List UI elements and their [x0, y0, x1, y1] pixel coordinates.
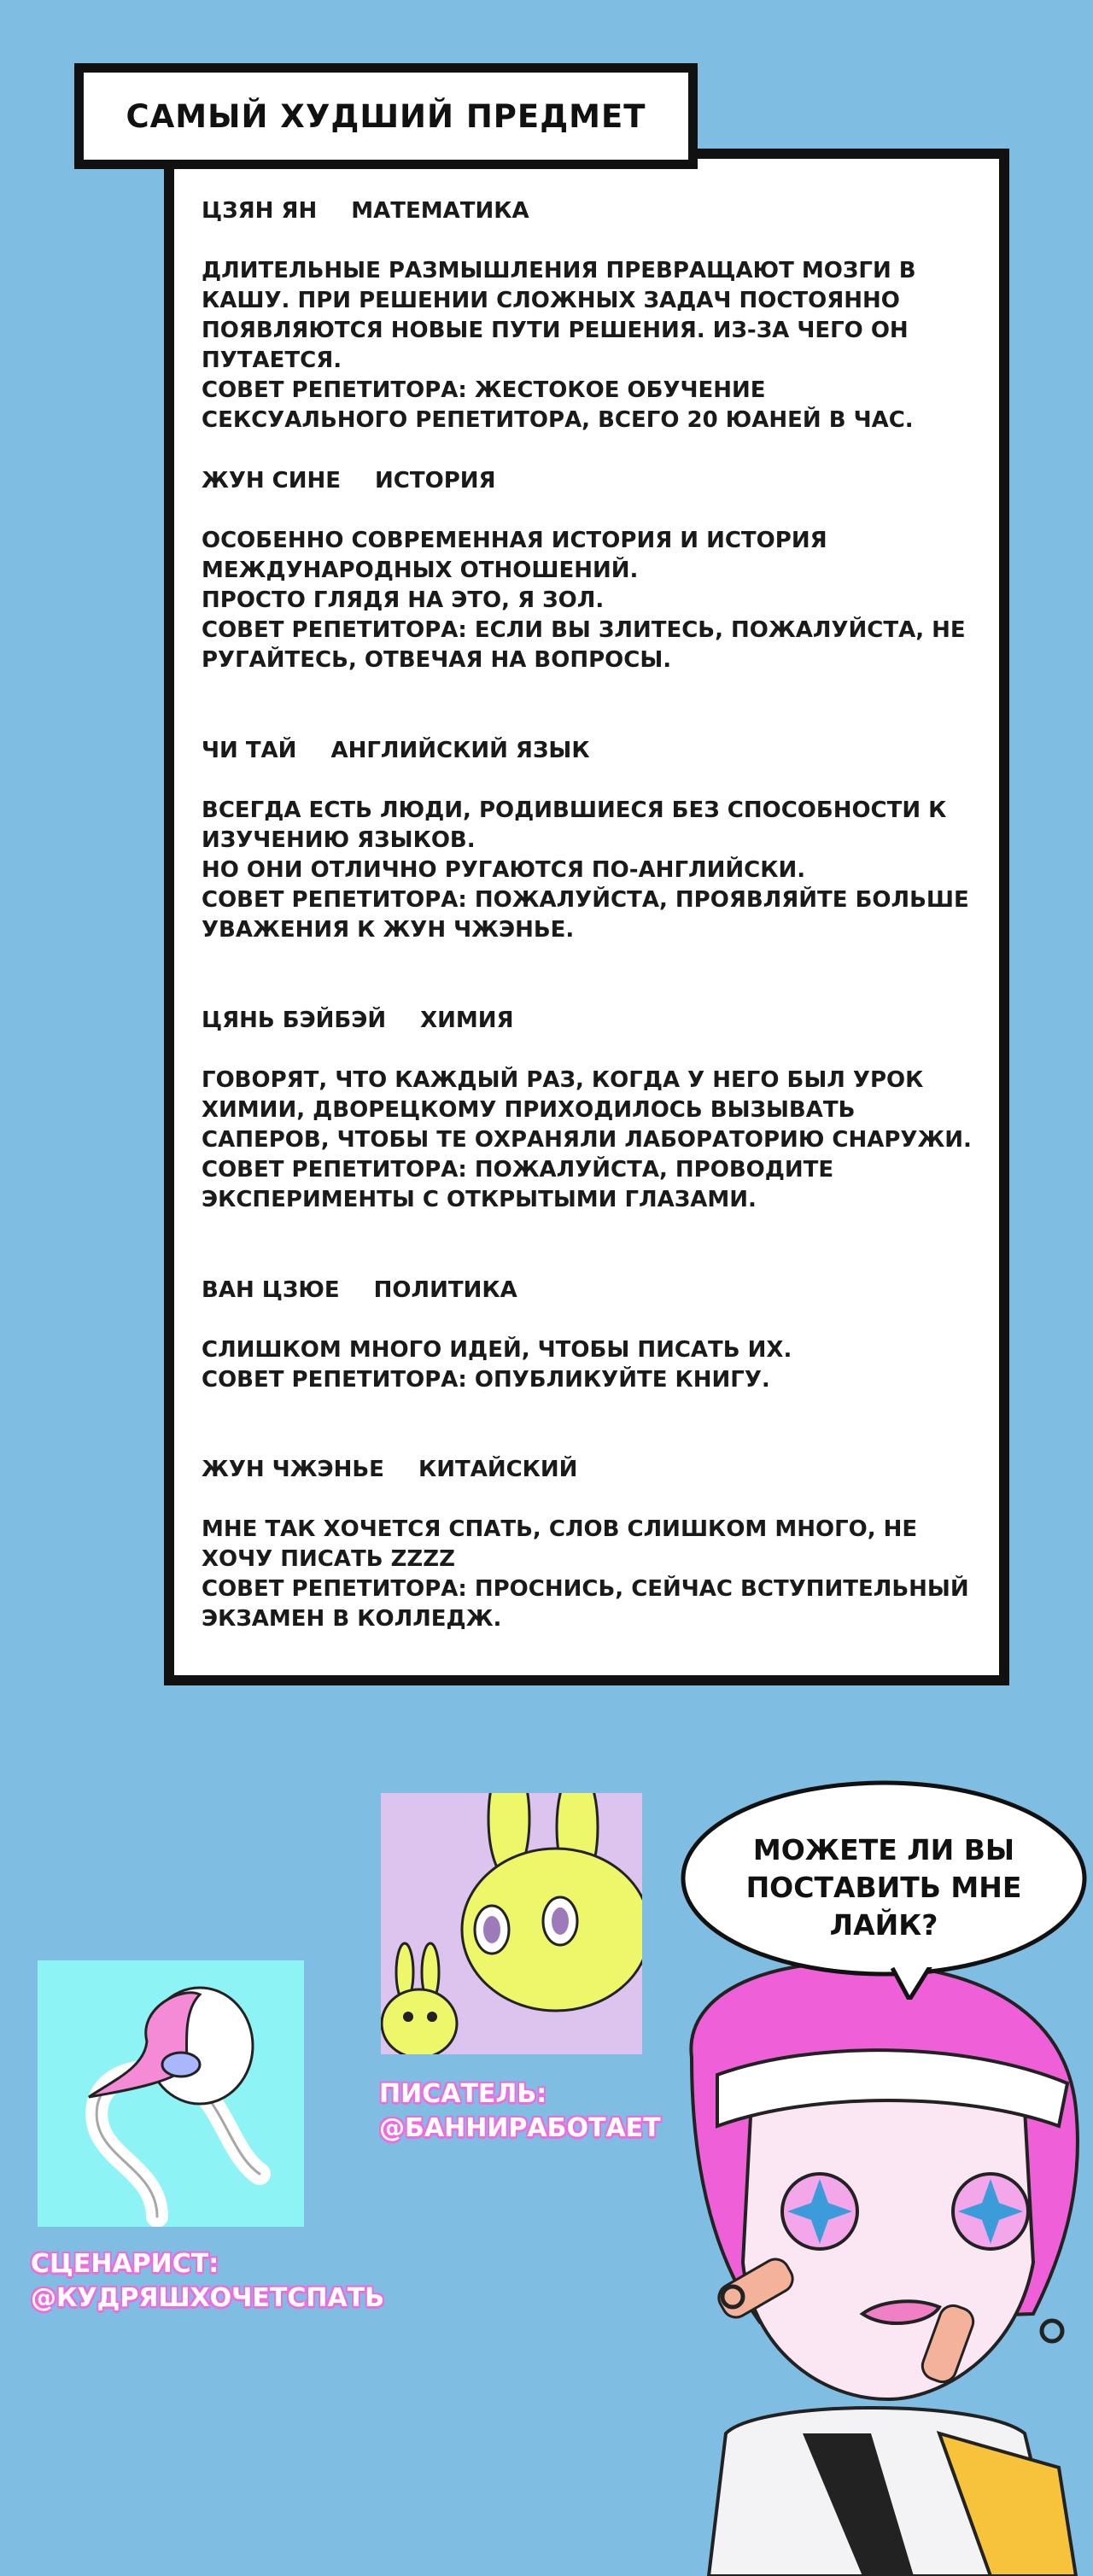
bubble-line: МОЖЕТЕ ЛИ ВЫ	[752, 1833, 1015, 1866]
screenwriter-credit	[31, 2247, 384, 2316]
page-title: САМЫЙ ХУДШИЙ ПРЕДМЕТ	[126, 97, 646, 135]
subject-entry	[202, 1276, 979, 1455]
snake-avatar-icon	[38, 1960, 304, 2227]
subject-entry	[202, 736, 979, 1006]
bubble-line: ПОСТАВИТЬ МНЕ ЛАЙК?	[745, 1871, 1022, 1942]
title-box	[74, 63, 698, 169]
subjects-list	[202, 196, 979, 1725]
entry-text: НО ОНИ ОТЛИЧНО РУГАЮТСЯ ПО-АНГЛИЙСКИ.	[202, 857, 806, 883]
student-name: ЧИ ТАЙ	[202, 738, 297, 763]
entry-text: ГОВОРЯТ, ЧТО КАЖДЫЙ РАЗ, КОГДА У НЕГО БЫЛ УРОК ХИМИИ, ДВОРЕЦКОМУ ПРИХОДИЛОСЬ ВЫЗЫВАТЬ САПЕРОВ, ЧТОБЫ ТЕ ОХРАНЯЛИ ЛАБОРАТОРИЮ СНАРУЖИ.	[202, 1067, 972, 1153]
entry-text: ДЛИТЕЛЬНЫЕ РАЗМЫШЛЕНИЯ ПРЕВРАЩАЮТ МОЗГИ В КАШУ. ПРИ РЕШЕНИИ СЛОЖНЫХ ЗАДАЧ ПОСТОЯННО ПОЯВЛЯЮТСЯ НОВЫЕ ПУТИ РЕШЕНИЯ. ИЗ-ЗА ЧЕГО ОН ПУТАЕТСЯ.	[202, 258, 916, 373]
entry-text: ВСЕГДА ЕСТЬ ЛЮДИ, РОДИВШИЕСЯ БЕЗ СПОСОБНОСТИ К ИЗУЧЕНИЮ ЯЗЫКОВ.	[202, 797, 947, 853]
writer-credit	[379, 2077, 661, 2146]
student-name: ЦЯНЬ БЭЙБЭЙ	[202, 1008, 387, 1033]
student-name: ЖУН ЧЖЭНЬЕ	[202, 1457, 384, 1482]
tutor-advice: СОВЕТ РЕПЕТИТОРА: ЖЕСТОКОЕ ОБУЧЕНИЕ СЕКСУАЛЬНОГО РЕПЕТИТОРА, ВСЕГО 20 ЮАНЕЙ В ЧАС.	[202, 377, 914, 433]
subject-entry	[202, 1006, 979, 1276]
tutor-advice: СОВЕТ РЕПЕТИТОРА: ПОЖАЛУЙСТА, ПРОВОДИТЕ ЭКСПЕРИМЕНТЫ С ОТКРЫТЫМИ ГЛАЗАМИ.	[202, 1157, 834, 1212]
entry-body	[202, 1335, 979, 1395]
student-name: ЦЗЯН ЯН	[202, 198, 318, 224]
entry-text: ОСОБЕННО СОВРЕМЕННАЯ ИСТОРИЯ И ИСТОРИЯ МЕЖДУНАРОДНЫХ ОТНОШЕНИЙ.	[202, 528, 827, 583]
screenwriter-handle[interactable]: @КУДРЯШХОЧЕТСПАТЬ	[31, 2283, 385, 2313]
subject-name: ПОЛИТИКА	[373, 1277, 517, 1303]
writer-handle[interactable]: @БАННИРАБОТАЕТ	[379, 2113, 661, 2143]
entry-header	[202, 1455, 979, 1485]
entry-body	[202, 256, 979, 435]
entry-body	[202, 1515, 979, 1634]
student-name: ВАН ЦЗЮЕ	[202, 1277, 340, 1303]
entry-header	[202, 1276, 979, 1306]
entry-text: СЛИШКОМ МНОГО ИДЕЙ, ЧТОБЫ ПИСАТЬ ИХ.	[202, 1337, 792, 1363]
subject-name: КИТАЙСКИЙ	[418, 1457, 578, 1482]
tutor-advice: СОВЕТ РЕПЕТИТОРА: ПОЖАЛУЙСТА, ПРОЯВЛЯЙТЕ БОЛЬШЕ УВАЖЕНИЯ К ЖУН ЧЖЭНЬЕ.	[202, 887, 969, 943]
entry-header	[202, 196, 979, 226]
subjects-panel	[164, 149, 1009, 1685]
speech-bubble	[675, 1776, 1093, 2000]
subject-entry	[202, 1455, 979, 1725]
entry-body	[202, 1066, 979, 1215]
entry-text: МНЕ ТАК ХОЧЕТСЯ СПАТЬ, СЛОВ СЛИШКОМ МНОГО, НЕ ХОЧУ ПИСАТЬ ZZZZ	[202, 1516, 918, 1572]
bunnies-avatar-icon	[381, 1793, 642, 2054]
subject-entry	[202, 466, 979, 736]
subject-name: МАТЕМАТИКА	[351, 198, 529, 224]
tutor-advice: СОВЕТ РЕПЕТИТОРА: ЕСЛИ ВЫ ЗЛИТЕСЬ, ПОЖАЛУЙСТА, НЕ РУГАЙТЕСЬ, ОТВЕЧАЯ НА ВОПРОСЫ.	[202, 617, 966, 673]
subject-name: ИСТОРИЯ	[375, 468, 496, 494]
tutor-advice: СОВЕТ РЕПЕТИТОРА: ОПУБЛИКУЙТЕ КНИГУ.	[202, 1367, 770, 1393]
speech-bubble-text	[675, 1831, 1093, 1944]
screenwriter-role: СЦЕНАРИСТ:	[31, 2249, 219, 2279]
entry-header	[202, 466, 979, 496]
subject-name: АНГЛИЙСКИЙ ЯЗЫК	[330, 738, 590, 763]
entry-header	[202, 736, 979, 766]
entry-header	[202, 1006, 979, 1036]
writer-role: ПИСАТЕЛЬ:	[379, 2079, 547, 2109]
student-name: ЖУН СИНЕ	[202, 468, 342, 494]
entry-body	[202, 526, 979, 675]
subject-entry	[202, 196, 979, 466]
character-illustration	[658, 1955, 1093, 2576]
entry-text: ПРОСТО ГЛЯДЯ НА ЭТО, Я ЗОЛ.	[202, 587, 605, 613]
subject-name: ХИМИЯ	[420, 1008, 514, 1033]
pink-hair-character-icon	[658, 1955, 1093, 2576]
tutor-advice: СОВЕТ РЕПЕТИТОРА: ПРОСНИСЬ, СЕЙЧАС ВСТУПИТЕЛЬНЫЙ ЭКЗАМЕН В КОЛЛЕДЖ.	[202, 1576, 969, 1632]
screenwriter-avatar	[38, 1960, 304, 2227]
entry-body	[202, 796, 979, 945]
writer-avatar	[381, 1793, 642, 2054]
